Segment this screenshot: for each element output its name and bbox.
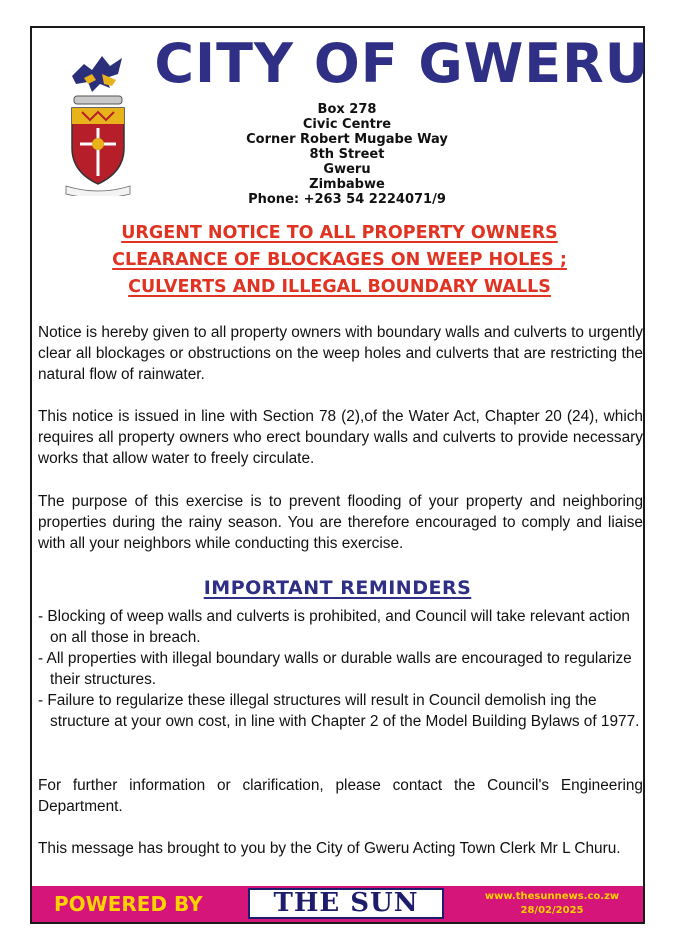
- footer-info: [472, 890, 632, 918]
- reminder-item: - Failure to regularize these illegal structures will result in Council demolish ing the structure at your own cost, in line with Chapter 2 of the Model Building Bylaws of 1977.: [38, 692, 640, 730]
- reminders-heading-text: IMPORTANT REMINDERS: [203, 577, 472, 599]
- the-sun-logo-text: THE SUN: [273, 888, 419, 918]
- contact-paragraph: For further information or clarification, please contact the Council's Engineering Department.: [38, 777, 643, 815]
- city-title: CITY OF GWERU: [154, 32, 650, 95]
- address-line: 8th Street: [309, 147, 385, 162]
- footer-banner: [32, 886, 643, 922]
- notice-paragraph: Notice is hereby given to all property owners with boundary walls and culverts to urgently clear all blockages or obstructions on the weep holes and culverts that are restricting the natural flow of rainwater.: [38, 324, 643, 383]
- address-line: Gweru: [323, 162, 371, 177]
- address-block: [152, 102, 542, 207]
- notice-paragraph: This notice is issued in line with Section 78 (2),of the Water Act, Chapter 20 (24), which requires all property owners who erect boundary walls and culverts to provide necessary works that allow water to freely circulate.: [38, 408, 643, 467]
- reminders-heading: [32, 577, 643, 599]
- publish-date: 28/02/2025: [520, 905, 584, 916]
- notice-heading-line: CULVERTS AND ILLEGAL BOUNDARY WALLS: [128, 277, 551, 297]
- phone-number: Phone: +263 54 2224071/9: [248, 192, 446, 207]
- address-line: Corner Robert Mugabe Way: [246, 132, 448, 147]
- notice-frame: [30, 26, 650, 924]
- notice-heading-line: CLEARANCE OF BLOCKAGES ON WEEP HOLES ;: [112, 250, 567, 270]
- reminder-item: - Blocking of weep walls and culverts is prohibited, and Council will take relevant action on all those in breach.: [38, 608, 630, 646]
- the-sun-logo: [248, 888, 444, 919]
- notice-paragraph: The purpose of this exercise is to prevent flooding of your property and neighboring properties during the rainy season. You are therefore encouraged to comply and liaise with all your neighbors while conducting this exercise.: [38, 493, 643, 552]
- reminders-list: [38, 606, 643, 732]
- reminder-item: - All properties with illegal boundary walls or durable walls are encouraged to regularize their structures.: [38, 650, 632, 688]
- address-line: Civic Centre: [302, 117, 392, 132]
- powered-by-label: POWERED BY: [54, 892, 203, 916]
- website-link[interactable]: www.thesunnews.co.zw: [484, 891, 620, 902]
- address-line: Box 278: [317, 102, 377, 117]
- signoff-paragraph: This message has brought to you by the City of Gweru Acting Town Clerk Mr L Churu.: [38, 840, 621, 857]
- city-crest-icon: [62, 44, 134, 196]
- address-line: Zimbabwe: [309, 177, 385, 192]
- notice-heading: [42, 220, 637, 301]
- notice-heading-line: URGENT NOTICE TO ALL PROPERTY OWNERS: [121, 223, 558, 243]
